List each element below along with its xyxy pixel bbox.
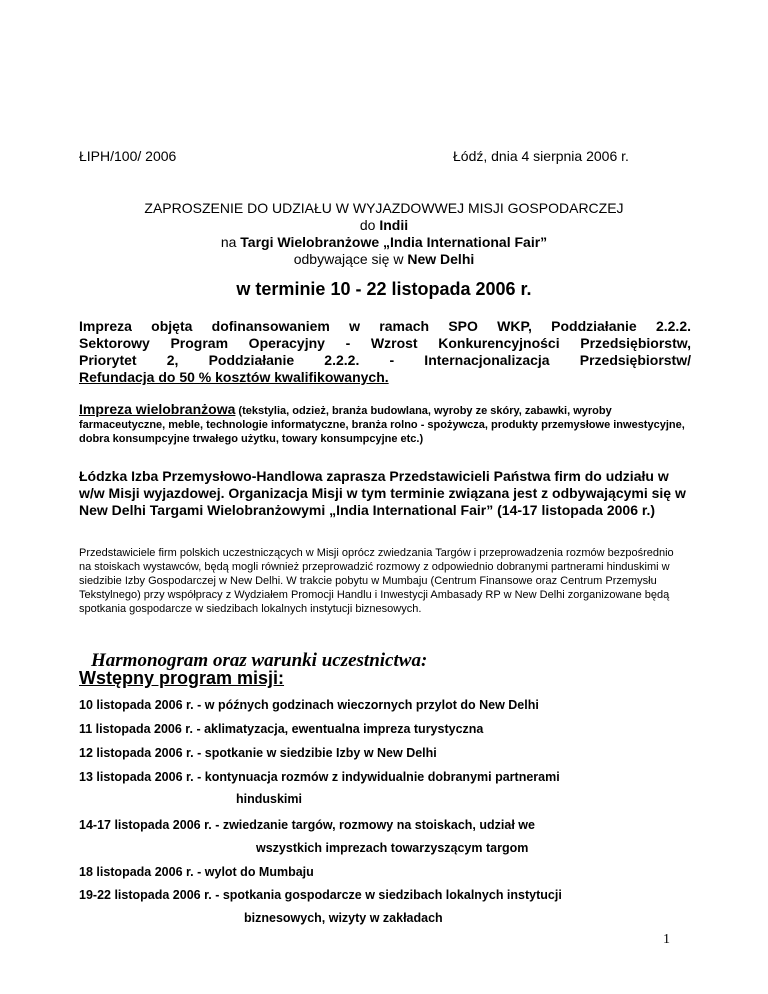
schedule-row — [79, 888, 562, 902]
funding-line: Impreza objęta dofinansowaniem w ramach SPO WKP, Poddziałanie 2.2.2. — [79, 318, 691, 334]
fair-location-line — [60, 251, 708, 267]
schedule-text: - wylot do Mumbaju — [193, 865, 314, 879]
schedule-continuation: biznesowych, wizyty w zakładach — [244, 911, 443, 925]
program-title: Wstępny program misji: — [79, 668, 285, 688]
schedule-date: 19-22 listopada 2006 r. — [79, 888, 212, 902]
schedule-date: 18 listopada 2006 r. — [79, 865, 194, 879]
document-date: Łódź, dnia 4 sierpnia 2006 r. — [453, 148, 629, 164]
title-prefix: do — [359, 217, 380, 233]
funding-line: Priorytet 2, Poddziałanie 2.2.2. - Internacjonalizacja Przedsiębiorstw/ — [79, 352, 691, 368]
schedule-row — [79, 746, 437, 760]
schedule-continuation: hinduskimi — [236, 792, 302, 806]
funding-notice — [79, 318, 691, 386]
schedule-text: - aklimatyzacja, ewentualna impreza turystyczna — [192, 722, 484, 736]
city-name: New Delhi — [407, 251, 475, 267]
title-prefix: na — [220, 234, 241, 250]
schedule-row — [79, 865, 314, 879]
invitation-title: ZAPROSZENIE DO UDZIAŁU W WYJAZDOWWEJ MISJI GOSPODARCZEJ — [144, 200, 624, 216]
schedule-text: - w późnych godzinach wieczornych przylot do New Delhi — [193, 698, 539, 712]
schedule-row — [79, 722, 483, 736]
mission-term: w terminie 10 - 22 listopada 2006 r. — [236, 279, 532, 299]
document-reference: ŁIPH/100/ 2006 — [79, 148, 177, 164]
country-name: Indii — [379, 217, 409, 233]
schedule-date: 12 listopada 2006 r. — [79, 746, 194, 760]
schedule-date: 13 listopada 2006 r. — [79, 770, 194, 784]
harmonogram-heading: Harmonogram oraz warunki uczestnictwa: — [91, 650, 428, 671]
schedule-continuation: wszystkich imprezach towarzyszącym targom — [256, 841, 529, 855]
schedule-row — [79, 818, 535, 832]
industries-list: (tekstylia, odzież, branża budowlana, wyroby ze skóry, zabawki, wyroby farmaceutyczne, meble, technologie informatyczne, branża rolno - spożywcza, produkty przemysłowe inwestycyjne, dobra konsumpcyjne trwałego użytku, towary konsumpcyjne etc.) — [79, 405, 685, 445]
destination-country — [60, 217, 708, 233]
invitation-paragraph: Łódzka Izba Przemysłowo-Handlowa zaprasza Przedstawicieli Państwa firm do udziału w w/w Misji wyjazdowej. Organizacja Misji w tym terminie związana jest z odbywającymi się w New Delhi Targami Wielobranżowymi „India International Fair” (14-17 listopada 2006 r.) — [79, 468, 686, 518]
title-prefix: odbywające się w — [293, 251, 408, 267]
schedule-text: - zwiedzanie targów, rozmowy na stoiskach, udział we — [211, 818, 535, 832]
industries-paragraph — [79, 402, 691, 446]
schedule-text: - kontynuacja rozmów z indywidualnie dobranymi partnerami — [193, 770, 560, 784]
page-number: 1 — [663, 932, 670, 947]
industries-heading: Impreza wielobranżowa — [79, 401, 236, 417]
schedule-row — [79, 770, 560, 784]
refund-note: Refundacja do 50 % kosztów kwalifikowanych. — [79, 369, 389, 385]
schedule-row — [79, 698, 539, 712]
fair-name: Targi Wielobranżowe „India International Fair” — [240, 234, 548, 250]
schedule-text: - spotkanie w siedzibie Izby w New Delhi — [193, 746, 437, 760]
fair-name-line — [60, 234, 708, 250]
schedule-text: - spotkania gospodarcze w siedzibach lokalnych instytucji — [211, 888, 562, 902]
mission-description: Przedstawiciele firm polskich uczestniczących w Misji oprócz zwiedzania Targów i przeprowadzenia rozmów bezpośrednio na stoiskach wystawców, będą mogli również przeprowadzić rozmowy z odpowiednio dobranymi partnerami hinduskimi w siedzibie Izby Gospodarczej w New Delhi. W trakcie pobytu w Mumbaju (Centrum Finansowe oraz Centrum Przemysłu Tekstylnego) przy współpracy z Wydziałem Promocji Handlu i Inwestycji Ambasady RP w New Delhi zorganizowane będą spotkania gospodarcze w siedzibach lokalnych instytucji biznesowych. — [79, 547, 674, 615]
schedule-date: 11 listopada 2006 r. — [79, 722, 193, 736]
schedule-date: 14-17 listopada 2006 r. — [79, 818, 212, 832]
funding-line: Sektorowy Program Operacyjny - Wzrost Konkurencyjności Przedsiębiorstw, — [79, 335, 691, 351]
schedule-date: 10 listopada 2006 r. — [79, 698, 194, 712]
